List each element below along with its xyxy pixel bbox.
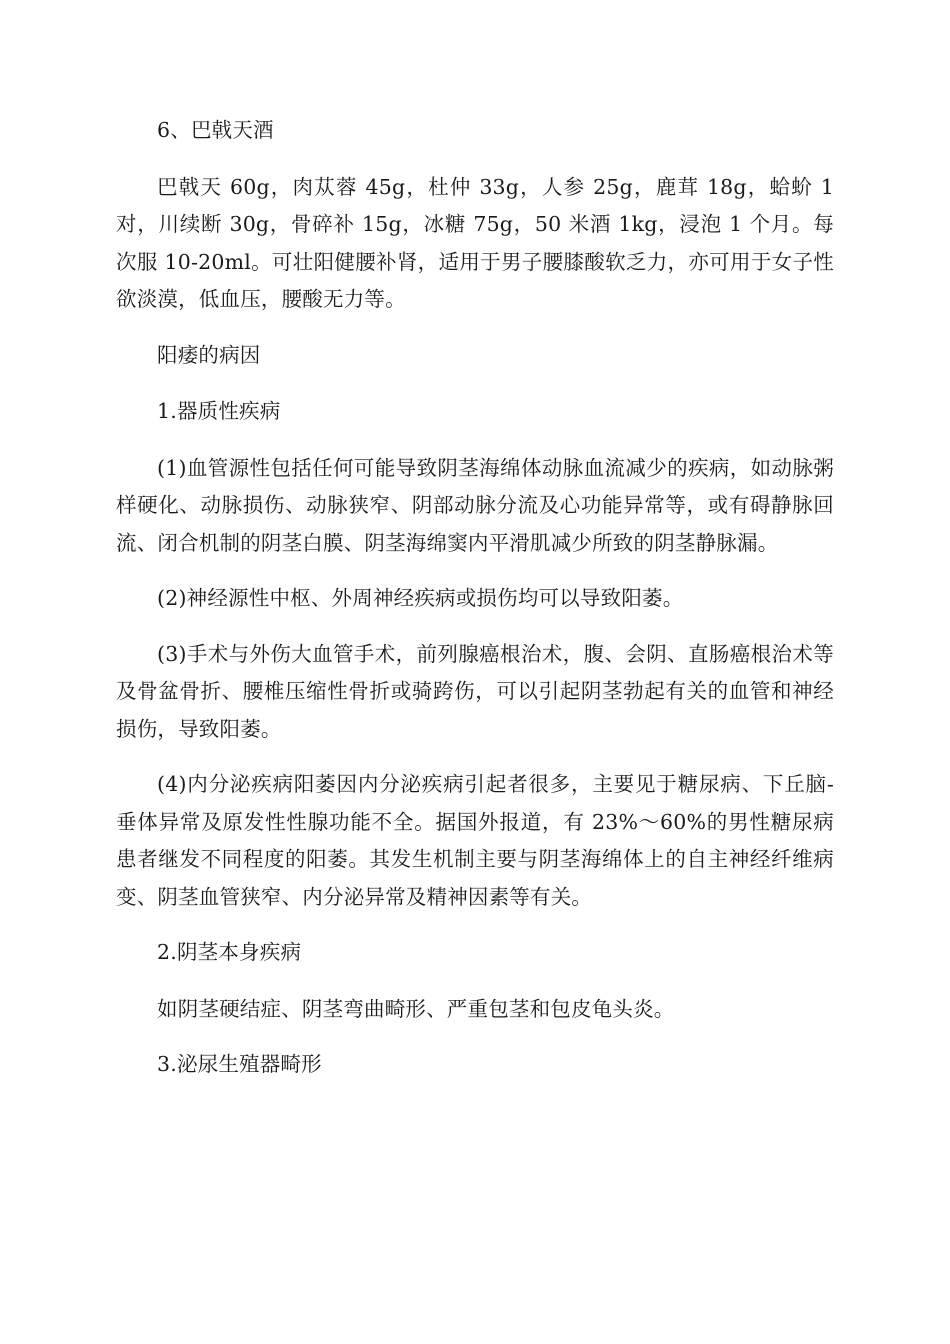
section-heading-bajitian-wine: 6、巴戟天酒 bbox=[157, 118, 274, 142]
paragraph-penile-disease: 如阴茎硬结症、阴茎弯曲畸形、严重包茎和包皮龟头炎。 bbox=[157, 996, 675, 1021]
recipe-paragraph: 巴戟天 60g，肉苁蓉 45g，杜仲 33g，人参 25g，鹿茸 18g，蛤蚧 1 对，川续断 30g，骨碎补 15g，冰糖 75g，50 米酒 1kg，浸泡 1 个月。每次服 10-20ml。可壮阳健腰补肾，适用于男子腰膝酸软乏力，亦可用于女子性欲淡漠，低血压，腰酸无力等。 bbox=[116, 174, 834, 311]
paragraph-endocrine: (4)内分泌疾病阳萎因内分泌疾病引起者很多，主要见于糖尿病、下丘脑-垂体异常及原发性性腺功能不全。据国外报道，有 23%～60%的男性糖尿病患者继发不同程度的阳萎。其发生机制主要与阴茎海绵体上的自主神经纤维病变、阴茎血管狭窄、内分泌异常及精神因素等有关。 bbox=[116, 772, 834, 909]
subheading-urogenital-malformation: 3.泌尿生殖器畸形 bbox=[157, 1052, 322, 1076]
subheading-penile-disease: 2.阴茎本身疾病 bbox=[157, 940, 302, 964]
document-page bbox=[116, 112, 834, 1103]
subheading-organic-disease: 1.器质性疾病 bbox=[157, 399, 281, 423]
paragraph-vascular: (1)血管源性包括任何可能导致阴茎海绵体动脉血流减少的疾病，如动脉粥样硬化、动脉损伤、动脉狭窄、阴部动脉分流及心功能异常等，或有碍静脉回流、闭合机制的阴茎白膜、阴茎海绵窦内平滑肌减少所致的阴茎静脉漏。 bbox=[116, 455, 834, 555]
paragraph-surgery-trauma: (3)手术与外伤大血管手术，前列腺癌根治术，腹、会阴、直肠癌根治术等及骨盆骨折、腰椎压缩性骨折或骑跨伤，可以引起阴茎勃起有关的血管和神经损伤，导致阳萎。 bbox=[116, 641, 834, 741]
section-heading-causes: 阳痿的病因 bbox=[157, 342, 261, 367]
paragraph-neurogenic: (2)神经源性中枢、外周神经疾病或损伤均可以导致阳萎。 bbox=[157, 586, 684, 610]
